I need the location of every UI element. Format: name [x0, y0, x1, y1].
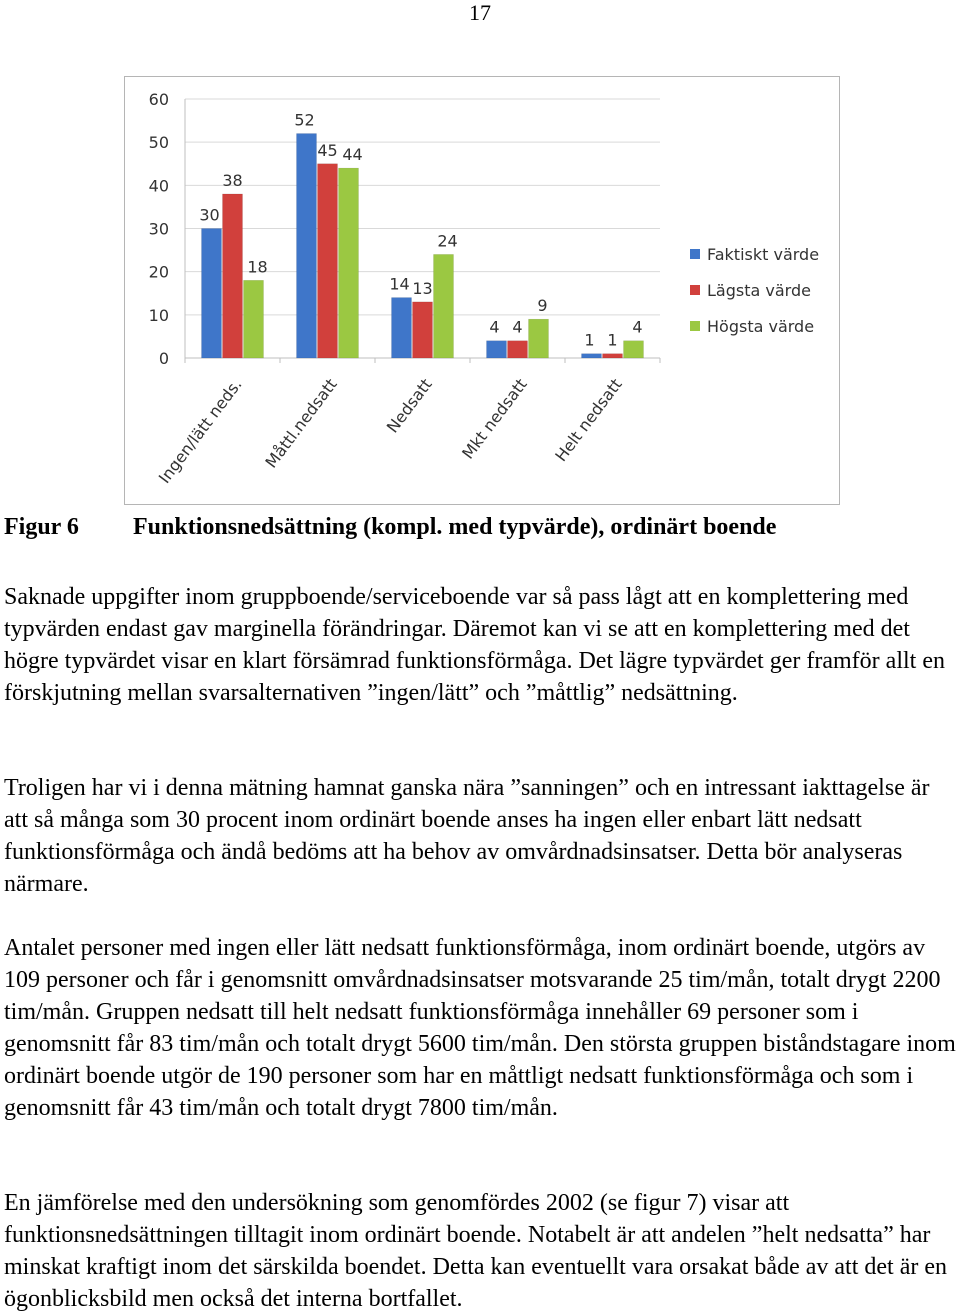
figure-label: Figur 6: [4, 514, 79, 540]
bar-2: [508, 341, 528, 358]
legend-label: Lägsta värde: [707, 281, 811, 300]
data-label: 4: [512, 317, 523, 337]
bar-3: [529, 319, 549, 358]
data-label: 30: [199, 205, 220, 225]
bar-chart: [124, 76, 840, 505]
legend-label: Faktiskt värde: [707, 245, 820, 264]
bar-1: [297, 134, 317, 358]
paragraph-4: En jämförelse med den undersökning som genomfördes 2002 (se figur 7) visar att funktionsnedsättningen tilltagit inom ordinärt boende. Notabelt är att andelen ”helt nedsatta” har minskat kraftigt inom det särskilda boendet. Detta kan eventuellt vara orsakat både av att det är en ögonblicksbild men också det interna bortfallet.: [4, 1190, 947, 1312]
x-tick-label: Helt nedsatt: [551, 374, 626, 466]
paragraph-2: Troligen har vi i denna mätning hamnat ganska nära ”sanningen” och en intressant iakttagelse är att så många som 30 procent inom ordinärt boende anses ha ingen eller enbart lätt nedsatt funktionsförmåga och ändå bedöms att ha behov av omvårdnadsinsatser. Detta bör analyseras närmare.: [4, 775, 930, 897]
x-tick-label: Nedsatt: [382, 374, 436, 437]
data-label: 52: [294, 110, 315, 130]
y-tick-label: 40: [148, 176, 169, 196]
paragraph-3: Antalet personer med ingen eller lätt nedsatt funktionsförmåga, inom ordinärt boende, utgörs av 109 personer och får i genomsnitt omvårdnadsinsatser motsvarande 25 tim/mån, totalt drygt 2200 tim/mån. Gruppen nedsatt till helt nedsatt funktionsförmåga innehåller 69 personer som i genomsnitt får 83 tim/mån och totalt drygt 5600 tim/mån. Den största gruppen biståndstagare inom ordinärt boende utgör de 190 personer som har en måttligt nedsatt funktionsförmåga och som i genomsnitt får 43 tim/mån och totalt drygt 7800 tim/mån.: [4, 935, 956, 1121]
x-tick-label: Mkt nedsatt: [458, 374, 531, 463]
bar-3: [339, 168, 359, 358]
bar-3: [244, 280, 264, 358]
bar-1: [202, 229, 222, 359]
legend-swatch: [690, 285, 700, 295]
bar-2: [318, 164, 338, 358]
data-label: 24: [437, 231, 458, 251]
x-tick-label: Måttl.nedsatt: [261, 374, 341, 472]
bar-1: [582, 354, 602, 358]
x-tick-label: Ingen/lätt neds.: [154, 374, 246, 487]
data-label: 9: [537, 296, 548, 316]
legend-swatch: [690, 249, 700, 259]
data-label: 1: [584, 330, 595, 350]
figure-caption: [4, 511, 954, 543]
data-label: 4: [632, 317, 643, 337]
data-label: 1: [607, 330, 618, 350]
chart-svg: [125, 77, 841, 506]
bar-2: [223, 194, 243, 358]
legend-label: Högsta värde: [707, 317, 815, 336]
paragraph-1: Saknade uppgifter inom gruppboende/serviceboende var så pass lågt att en komplettering med typvärden endast gav marginella förändringar. Däremot kan vi se att en komplettering med det högre typvärdet visar en klart försämrad funktionsförmåga. Det lägre typvärdet ger framför allt en förskjutning mellan svarsalternativen ”ingen/lätt” och ”måttlig” nedsättning.: [4, 584, 945, 706]
bar-3: [624, 341, 644, 358]
data-label: 38: [222, 170, 243, 190]
y-tick-label: 0: [158, 349, 169, 368]
bar-3: [434, 254, 454, 358]
data-label: 14: [389, 274, 410, 294]
y-tick-label: 20: [148, 262, 169, 282]
bar-1: [487, 341, 507, 358]
page-number: 17: [469, 0, 491, 25]
bar-2: [603, 354, 623, 358]
y-tick-label: 60: [148, 90, 169, 109]
y-tick-label: 50: [148, 133, 169, 153]
data-label: 13: [412, 278, 433, 298]
figure-caption-text: Funktionsnedsättning (kompl. med typvärde), ordinärt boende: [133, 514, 777, 540]
data-label: 45: [317, 140, 338, 160]
legend-swatch: [690, 321, 700, 331]
y-tick-label: 10: [148, 305, 169, 325]
data-label: 18: [247, 257, 268, 277]
data-label: 4: [489, 317, 500, 337]
bar-1: [392, 298, 412, 358]
data-label: 44: [342, 145, 363, 165]
bar-2: [413, 302, 433, 358]
y-tick-label: 30: [148, 219, 169, 239]
